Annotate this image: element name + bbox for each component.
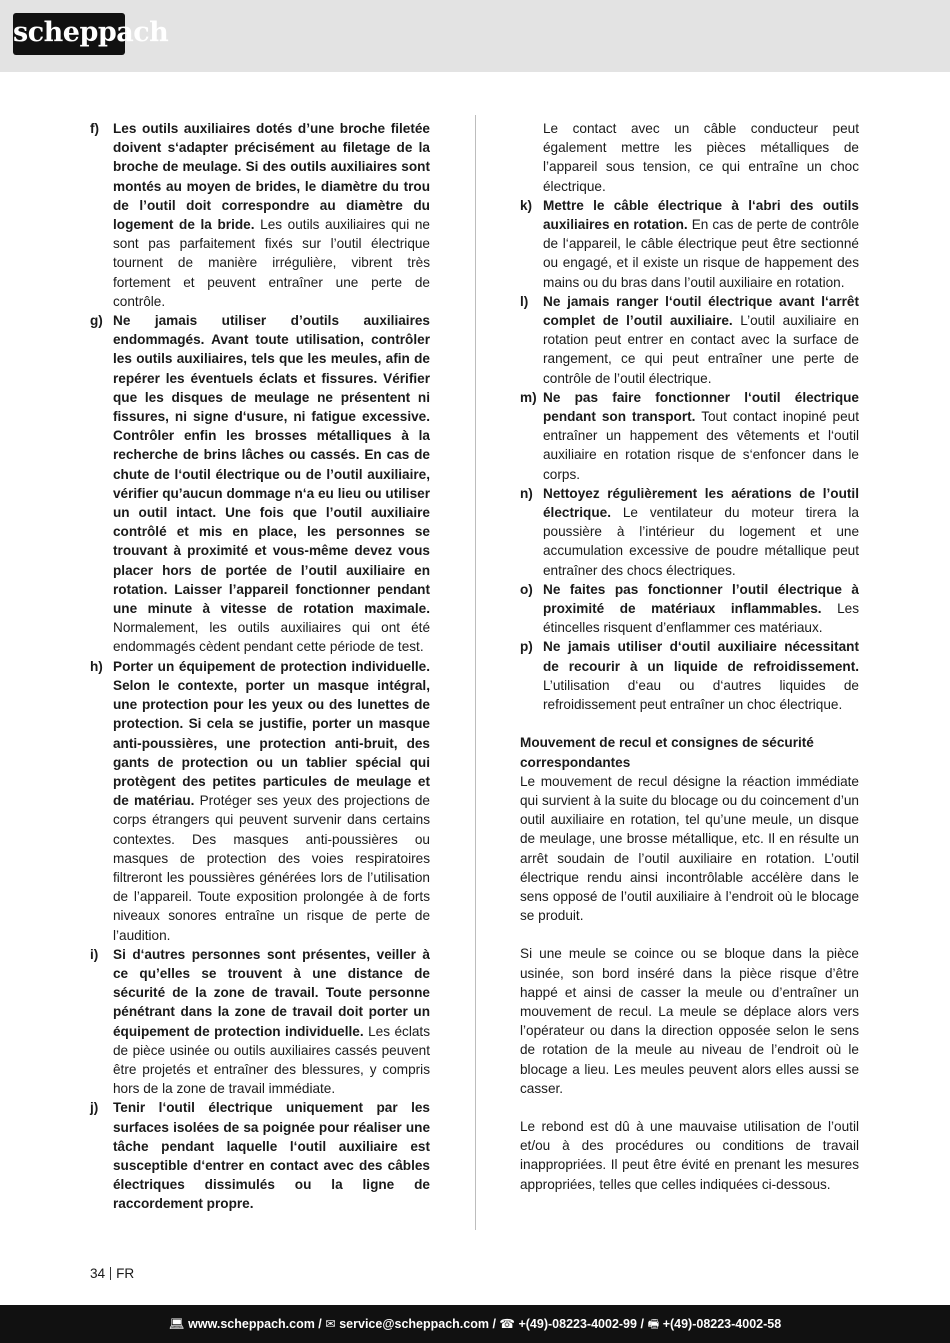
item-bold-text: Ne jamais utiliser d‘outil auxiliaire nécessitant de recourir à un liquide de refroidissement. [543,639,859,674]
language-code: FR [116,1266,135,1281]
paragraph-kickback-definition: Le mouvement de recul désigne la réaction immédiate qui survient à la suite du blocage ou du coincement d’un outil auxiliaire en rotation, tel qu’une meule, un disque de meulage, une brosse métallique, etc. Il en résulte un arrêt soudain de l’outil auxiliaire en rotation. L’outil électrique rendu ainsi incontrôlable accélère dans le sens opposé de l’outil auxiliaire à l’endroit où le blocage se produit. [520,773,859,924]
item-text [113,945,430,1099]
list-item-j [90,1098,430,1213]
item-label: f) [90,121,100,136]
item-plain-text: Le ventilateur du moteur tirera la poussière à l’intérieur du logement et une accumulation excessive de poudre métallique peut entraîner des chocs électriques. [543,505,859,578]
list-item-l [520,292,859,388]
scheppach-logo: scheppach [13,13,125,55]
phone-number[interactable]: +(49)-08223-4002-99 [518,1317,637,1331]
item-label: g) [90,313,103,329]
item-plain-text: L’outil auxiliaire en rotation peut entrer en contact avec la surface de rangement, ce qui peut entraîner une perte de contrôle de l’outil électrique. [543,313,859,386]
item-bold-text: Porter un équipement de protection individuelle. Selon le contexte, porter un masque intégral, une protection pour les yeux ou des lunettes de protection. Si cela se justifie, porter un masque anti-poussières, une protection anti-bruit, des gants de protection ou un tablier spécial qui protègent des petites particules de meulage et de matériau. [113,658,430,809]
item-plain-text: L’utilisation d‘eau ou d‘autres liquides de refroidissement peut entraîner un choc électrique. [543,677,859,713]
item-bold-text: Si d‘autres personnes sont présentes, veiller à ce qu’elles se trouvent à une distance de sécurité de la zone de travail. Toute personne pénétrant dans la zone de travail doit porter un équipement de protection individuelle. [113,946,430,1039]
item-bold-text: Les outils auxiliaires dotés d’une broche filetée doivent s‘adapter précisément au filetage de la broche de meulage. Si des outils auxiliaires sont montés au moyen de brides, le diamètre du trou de l’outil doit correspondre au diamètre du logement de la bride. [113,121,430,233]
item-text [543,292,859,388]
item-text [543,388,859,484]
contact-bar [0,1305,950,1343]
email-link[interactable]: service@scheppach.com [339,1317,489,1331]
item-plain-text: Les éclats de pièce usinée ou outils auxiliaires cassés peuvent être projetés et entraîner des blessures, y compris hors de la zone de travail immédiate. [113,1023,430,1097]
list-item-h [90,657,430,945]
list-item-m [520,388,859,484]
list-item-k [520,196,859,292]
item-plain-text: Normalement, les outils auxiliaires qui ont été endommagés cèdent pendant cette période de test. [113,620,430,655]
item-text [543,196,859,292]
website-link[interactable]: www.scheppach.com [188,1317,315,1331]
column-divider [475,115,476,1230]
paragraph-kickback-causes: Le rebond est dû à une mauvaise utilisation de l’outil et/ou à des procédures ou conditions de travail inappropriées. Il peut être évité en prenant les mesures appropriées, telles que celles indiquées ci-dessous. [520,1118,859,1192]
item-bold-text: Ne jamais ranger l‘outil électrique avant l‘arrêt complet de l’outil auxiliaire. [543,293,859,329]
item-bold-text: Nettoyez régulièrement les aérations de l’outil électrique. [543,485,859,521]
item-plain-text: Les étincelles risquent d’enflammer ces matériaux. [543,601,859,636]
fax-number: +(49)-08223-4002-58 [662,1317,782,1331]
phone-icon: ☎︎ [499,1317,515,1331]
mail-icon: ✉︎ [325,1317,336,1331]
item-text [543,637,859,714]
list-item-o [520,580,859,638]
item-plain-text: Les outils auxiliaires qui ne sont pas parfaitement fixés sur l’outil électrique tournent de manière irrégulière, vibrent très fortement et peuvent entraîner une perte de contrôle. [113,217,430,309]
item-text [543,484,859,580]
item-bold-text: Ne pas faire fonctionner l‘outil électrique pendant son transport. [543,389,859,425]
list-item-p [520,637,859,714]
page-number: 34 [90,1266,106,1281]
item-label: i) [90,946,99,962]
item-bold-text: Ne jamais utiliser d’outils auxiliaires endommagés. Avant toute utilisation, contrôler les outils auxiliaires, tels que les meules, afin de repérer les éventuels éclats et fissures. Vérifier que les disques de meulage ne présentent ni fissures, ni signe d‘usure, ni fatigue excessive. Contrôler enfin les brosses métalliques à la recherche de brins lâches ou cassés. En cas de chute de l‘outil électrique ou de l’outil auxiliaire, vérifier qu’aucun dommage n‘a eu lieu ou utiliser un outil intact. Une fois que l’outil auxiliaire contrôlé et mis en place, les personnes se trouvant à proximité et vous-même devez vous placer hors de portée de l’outil auxiliaire en rotation. Laisser l’appareil fonctionner pendant une minute à vitesse de rotation maximale. [113,313,430,617]
item-label: l) [520,293,529,309]
item-j-continuation: Le contact avec un câble conducteur peut également mettre les pièces métalliques de l’appareil sous tension, ce qui entraîne un choc électrique. [543,121,859,194]
section-title: Mouvement de recul et consignes de sécurité correspondantes [520,735,814,770]
item-plain-text: Protéger ses yeux des projections de corps étrangers qui peuvent survenir dans certains contextes. Des masques anti-poussières ou masques de protection des voies respiratoires filtreront les poussières générées lors de l’utilisation de l’appareil. Toute exposition prolongée à de forts niveaux sonores entraîne un risque de perte de l’audition. [113,793,430,943]
right-column [520,119,859,1194]
page-footer [90,1266,134,1281]
paragraph-kickback-wheel: Si une meule se coince ou se bloque dans la pièce usinée, son bord inséré dans la pièce risque d’être happé et ainsi de casser la meule ou d’entraîner un mouvement de recul. La meule se déplace alors vers l’opérateur ou dans la direction opposée selon le sens de rotation de la meule au niveau de l’endroit où le blocage a lieu. Les meules peuvent alors elles aussi se casser. [520,946,859,1096]
contact-separator: / [488,1317,500,1331]
list-item-g [90,311,430,657]
item-plain-text: Tout contact inopiné peut entraîner un happement des vêtements et l‘outil auxiliaire en rotation risque de s‘enfoncer dans le corps. [543,409,859,482]
fax-icon: 🖷︎ [647,1317,660,1331]
computer-icon: 💻︎ [168,1317,185,1331]
item-bold-text: Tenir l‘outil électrique uniquement par les surfaces isolées de sa poignée pour réaliser une tâche pendant laquelle l‘outil auxiliaire est susceptible d‘entrer en contact avec des câbles électriques dissimulés ou la ligne de raccordement propre. [113,1100,430,1212]
item-bold-text: Ne faites pas fonctionner l’outil électrique à proximité de matériaux inflammables. [543,581,859,617]
list-item-i [90,945,430,1099]
item-label: o) [520,581,533,597]
item-label: m) [520,389,537,405]
item-label: h) [90,658,103,674]
item-text [113,311,430,657]
item-text [543,580,859,638]
item-text [113,119,430,311]
footer-separator [110,1267,111,1280]
list-item-n [520,484,859,580]
list-item-f [90,119,430,311]
contact-separator: / [636,1317,648,1331]
item-text [113,657,430,945]
item-plain-text: En cas de perte de contrôle de l‘appareil, le câble électrique peut être sectionné ou engagé, et il existe un risque de happement des mains ou du bras dans l’outil auxiliaire en rotation. [543,217,860,290]
contact-separator: / [314,1317,326,1331]
item-label: n) [520,485,533,501]
item-label: p) [520,639,533,655]
page-header [0,0,950,72]
item-text [113,1098,430,1213]
item-label: k) [520,197,533,213]
item-label: j) [90,1100,99,1116]
item-bold-text: Mettre le câble électrique à l‘abri des outils auxiliaires en rotation. [543,197,859,233]
left-column [90,119,430,1214]
